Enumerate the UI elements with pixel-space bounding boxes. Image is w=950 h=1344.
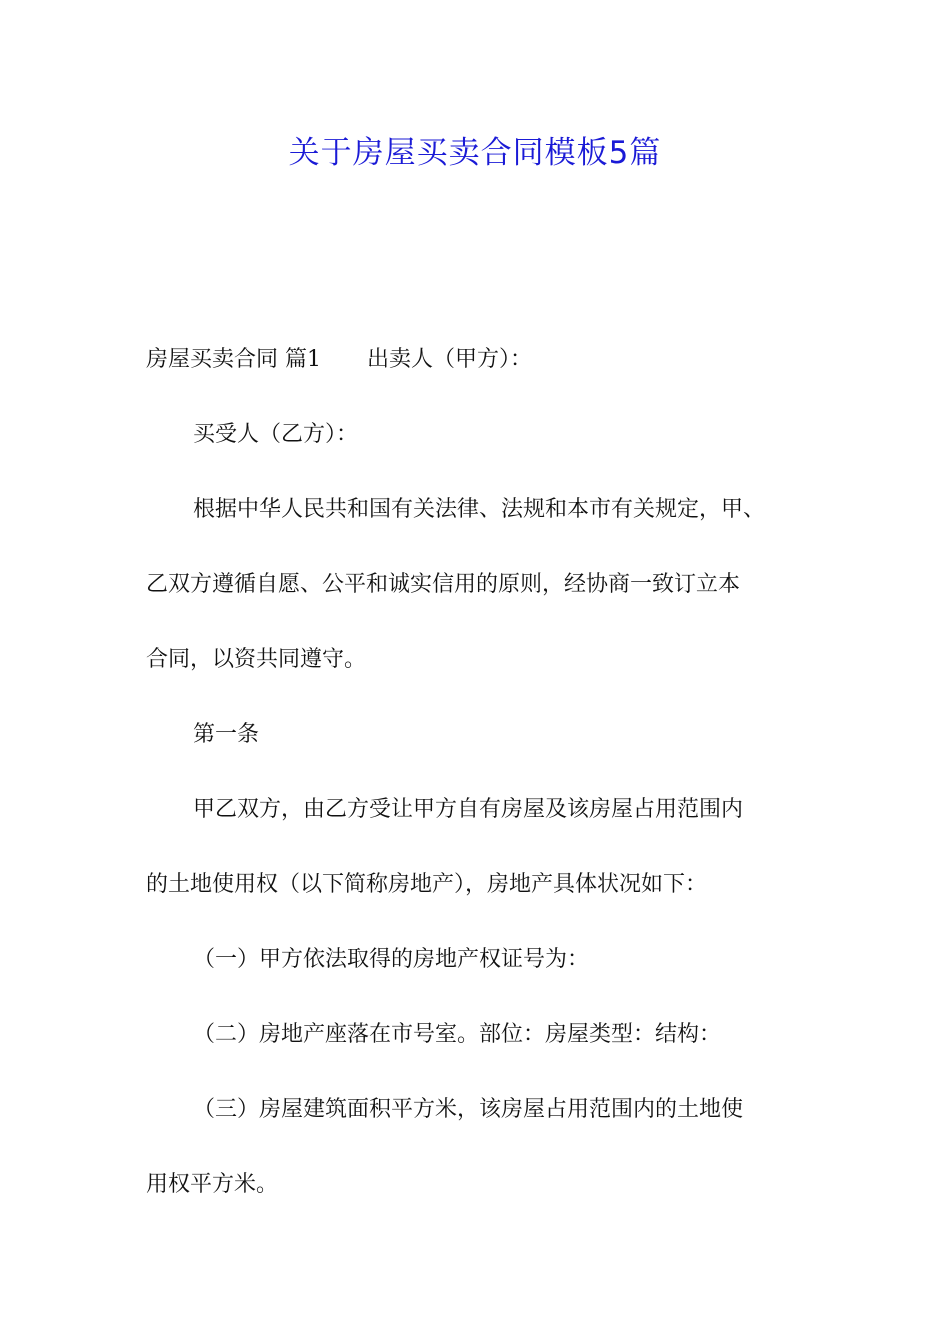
contract-heading: 房屋买卖合同 篇1 [146,347,321,372]
clause-item: （三）房屋建筑面积平方米，该房屋占用范围内的土地使 [193,1097,744,1122]
seller-label: 出卖人（甲方）： [367,347,533,372]
paragraph-line: 合同，以资共同遵守。 [146,647,367,672]
paragraph-line: 根据中华人民共和国有关法律、法规和本市有关规定，甲、 [193,497,766,522]
clause-item: （一）甲方依法取得的房地产权证号为： [193,947,590,972]
paragraph-line: 的土地使用权（以下简称房地产），房地产具体状况如下： [146,872,708,897]
document-title: 关于房屋买卖合同模板5篇 [288,135,662,171]
contract-heading-line [146,343,816,377]
article-heading: 第一条 [193,722,260,747]
paragraph-line: 用权平方米。 [146,1172,279,1197]
paragraph-line: 乙双方遵循自愿、公平和诚实信用的原则，经协商一致订立本 [146,572,741,597]
clause-item: （二）房地产座落在市号室。部位：房屋类型：结构： [193,1022,722,1047]
paragraph-line: 甲乙双方，由乙方受让甲方自有房屋及该房屋占用范围内 [193,797,744,822]
buyer-label: 买受人（乙方）： [193,422,359,447]
